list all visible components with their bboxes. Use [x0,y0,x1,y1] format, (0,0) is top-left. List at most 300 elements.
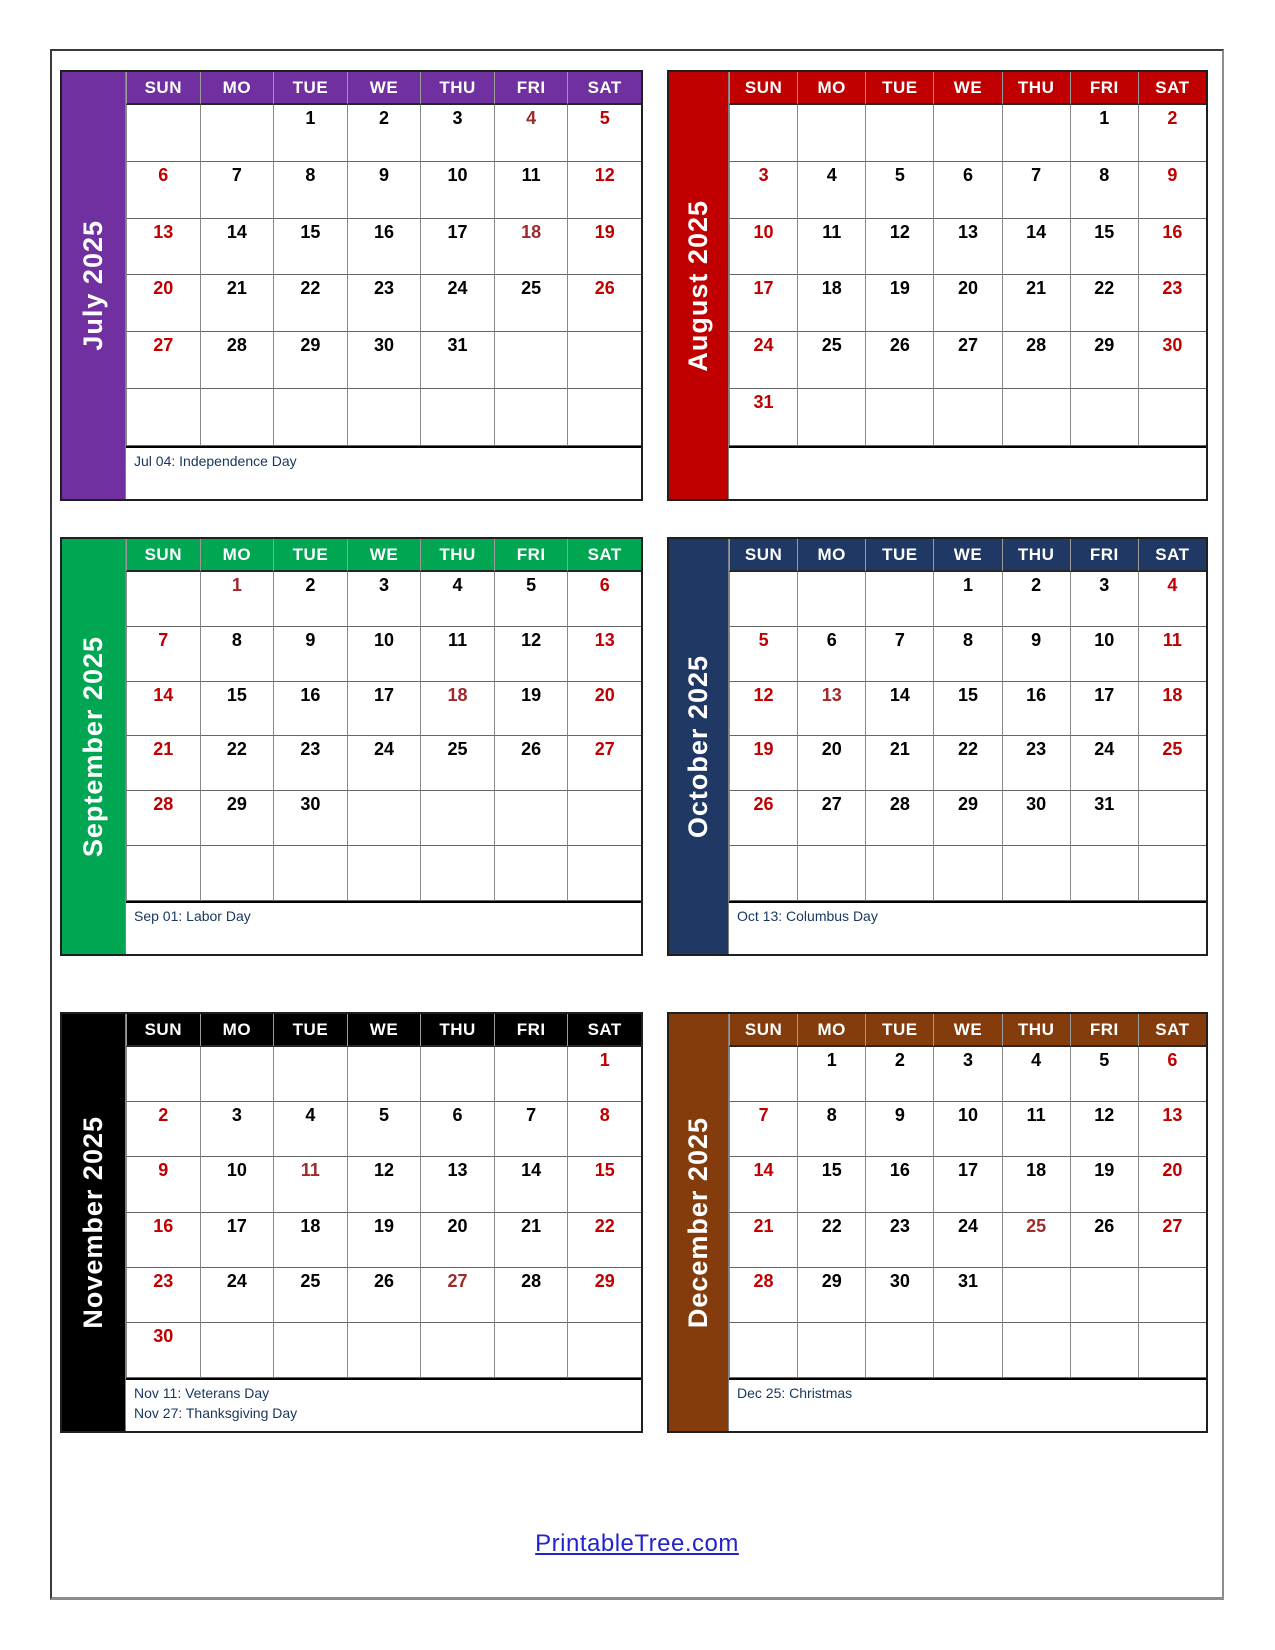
day-cell-november-2025-14 [494,1157,568,1212]
day-number: 11 [822,221,842,242]
day-number: 11 [1026,1105,1046,1126]
holiday-note: Oct 13: Columbus Day [737,907,878,924]
day-cell-empty [273,1323,347,1378]
day-number: 20 [957,278,978,299]
day-cell-december-2025-16 [865,1157,933,1212]
day-number: 18 [300,1215,321,1236]
day-cell-december-2025-13 [1138,1102,1206,1157]
day-number: 14 [753,1160,774,1181]
day-number: 2 [1031,575,1042,595]
day-number: 7 [158,629,169,650]
day-cell-july-2025-22 [273,275,347,332]
day-number: 23 [889,1215,910,1236]
month-sidebar [62,1014,126,1431]
month-label: November 2025 [78,1116,108,1329]
day-number: 2 [378,108,389,128]
day-cell-empty [865,1323,933,1378]
day-cell-empty [420,791,494,846]
day-cell-empty [494,791,568,846]
day-number: 3 [231,1105,242,1126]
day-number: 25 [447,739,468,760]
day-cell-december-2025-20 [1138,1157,1206,1212]
month-sidebar [62,539,126,954]
day-cell-august-2025-9 [1138,162,1206,219]
day-cell-september-2025-9 [273,627,347,682]
day-number: 21 [1026,278,1047,299]
day-number: 10 [753,221,774,242]
day-number: 4 [305,1105,316,1126]
day-cell-november-2025-6 [420,1102,494,1157]
day-cell-july-2025-29 [273,332,347,389]
holiday-notes-october-2025 [729,901,1206,954]
day-number: 6 [962,164,973,185]
day-cell-december-2025-23 [865,1213,933,1268]
day-cell-october-2025-12 [729,682,797,737]
day-cell-october-2025-25 [1138,736,1206,791]
day-cell-august-2025-17 [729,275,797,332]
day-cell-august-2025-6 [933,162,1001,219]
day-number: 10 [373,629,394,650]
day-cell-august-2025-15 [1070,219,1138,276]
day-cell-november-2025-18 [273,1213,347,1268]
day-cell-october-2025-1 [933,572,1001,627]
day-cell-september-2025-8 [200,627,274,682]
weekday-header-we: WE [347,539,421,572]
day-number: 17 [957,1160,978,1181]
day-number: 6 [1167,1050,1178,1070]
day-number: 29 [226,794,247,815]
day-number: 18 [447,684,468,705]
day-cell-november-2025-9 [126,1157,200,1212]
month-sidebar [669,1014,729,1431]
day-cell-july-2025-19 [567,219,641,276]
day-number: 9 [894,1105,905,1126]
footer-link[interactable]: PrintableTree.com [535,1530,739,1557]
weekday-header-mo: MO [200,1014,274,1047]
day-cell-october-2025-18 [1138,682,1206,737]
day-cell-october-2025-2 [1002,572,1070,627]
day-cell-december-2025-3 [933,1047,1001,1102]
day-number: 8 [231,629,242,650]
day-cell-december-2025-15 [797,1157,865,1212]
day-cell-september-2025-6 [567,572,641,627]
weekday-header-sun: SUN [729,539,797,572]
weekday-header-we: WE [347,1014,421,1047]
weekday-header-tue: TUE [865,72,933,105]
holiday-note: Jul 04: Independence Day [134,452,297,469]
day-cell-july-2025-21 [200,275,274,332]
month-label: September 2025 [78,635,108,858]
day-cell-july-2025-4 [494,105,568,162]
day-number: 4 [526,108,537,128]
day-number: 11 [521,164,541,185]
day-cell-november-2025-27 [420,1268,494,1323]
day-cell-august-2025-25 [797,332,865,389]
day-number: 23 [1162,278,1183,299]
day-cell-empty [1138,791,1206,846]
day-cell-empty [865,572,933,627]
day-cell-september-2025-13 [567,627,641,682]
day-cell-july-2025-26 [567,275,641,332]
weekday-header-sun: SUN [126,1014,200,1047]
day-number: 31 [447,335,468,356]
day-number: 7 [894,629,905,650]
day-cell-empty [729,1047,797,1102]
day-cell-empty [933,389,1001,446]
weekday-header-sun: SUN [729,72,797,105]
month-label: August 2025 [683,199,713,372]
weekday-header-tue: TUE [273,1014,347,1047]
day-number: 16 [153,1215,174,1236]
day-number: 21 [521,1215,542,1236]
day-number: 13 [1162,1105,1183,1126]
day-cell-september-2025-27 [567,736,641,791]
day-cell-july-2025-8 [273,162,347,219]
day-number: 6 [826,629,837,650]
weekday-header-fri: FRI [494,539,568,572]
day-number: 5 [894,164,905,185]
day-cell-empty [567,389,641,446]
day-number: 13 [594,629,615,650]
day-number: 13 [447,1160,468,1181]
day-cell-empty [200,1047,274,1102]
day-cell-november-2025-5 [347,1102,421,1157]
day-number: 23 [300,739,321,760]
day-cell-november-2025-15 [567,1157,641,1212]
day-number: 19 [753,739,774,760]
day-cell-november-2025-23 [126,1268,200,1323]
weekday-header-tue: TUE [865,1014,933,1047]
day-number: 12 [373,1160,394,1181]
day-cell-august-2025-29 [1070,332,1138,389]
day-number: 15 [226,684,247,705]
day-cell-december-2025-21 [729,1213,797,1268]
weekday-header-tue: TUE [273,539,347,572]
day-number: 3 [1099,575,1110,595]
day-cell-october-2025-17 [1070,682,1138,737]
day-cell-august-2025-22 [1070,275,1138,332]
day-number: 1 [305,108,316,128]
day-cell-august-2025-18 [797,275,865,332]
month-calendar-july-2025 [60,70,643,501]
day-number: 29 [1094,335,1115,356]
day-cell-empty [797,572,865,627]
day-cell-december-2025-14 [729,1157,797,1212]
month-calendar-november-2025 [60,1012,643,1433]
day-number: 6 [158,164,169,185]
day-cell-september-2025-17 [347,682,421,737]
day-cell-empty [1138,389,1206,446]
day-cell-empty [347,791,421,846]
day-cell-empty [1002,846,1070,901]
day-number: 25 [300,1270,321,1291]
weekday-header-sat: SAT [1138,72,1206,105]
weekday-header-mo: MO [797,72,865,105]
day-cell-august-2025-24 [729,332,797,389]
weekday-header-sat: SAT [1138,539,1206,572]
day-number: 23 [153,1270,174,1291]
day-number: 17 [226,1215,247,1236]
month-label: July 2025 [78,220,108,351]
day-cell-july-2025-11 [494,162,568,219]
weekday-header-mo: MO [200,539,274,572]
day-cell-empty [1138,1323,1206,1378]
day-cell-october-2025-11 [1138,627,1206,682]
month-label: October 2025 [683,654,713,839]
day-cell-december-2025-2 [865,1047,933,1102]
day-cell-november-2025-8 [567,1102,641,1157]
day-cell-july-2025-31 [420,332,494,389]
day-number: 27 [1162,1215,1183,1236]
day-cell-empty [200,389,274,446]
day-cell-november-2025-11 [273,1157,347,1212]
day-number: 24 [447,278,468,299]
day-cell-september-2025-7 [126,627,200,682]
day-cell-august-2025-13 [933,219,1001,276]
day-number: 14 [521,1160,542,1181]
day-cell-empty [1070,846,1138,901]
weekday-header-we: WE [933,72,1001,105]
weekday-header-tue: TUE [865,539,933,572]
day-cell-december-2025-19 [1070,1157,1138,1212]
day-cell-september-2025-29 [200,791,274,846]
day-cell-september-2025-21 [126,736,200,791]
day-number: 21 [153,739,174,760]
day-cell-december-2025-5 [1070,1047,1138,1102]
day-cell-august-2025-21 [1002,275,1070,332]
day-number: 2 [894,1050,905,1070]
day-cell-november-2025-12 [347,1157,421,1212]
day-cell-september-2025-3 [347,572,421,627]
day-number: 26 [753,794,774,815]
day-number: 9 [158,1160,169,1181]
weekday-header-sat: SAT [1138,1014,1206,1047]
day-number: 29 [300,335,321,356]
day-cell-december-2025-27 [1138,1213,1206,1268]
day-cell-empty [729,1323,797,1378]
day-cell-september-2025-24 [347,736,421,791]
day-cell-july-2025-15 [273,219,347,276]
day-cell-empty [1138,846,1206,901]
day-number: 3 [378,575,389,595]
day-number: 26 [1094,1215,1115,1236]
day-number: 2 [1167,108,1178,128]
day-cell-august-2025-8 [1070,162,1138,219]
weekday-header-mo: MO [797,1014,865,1047]
day-cell-august-2025-26 [865,332,933,389]
day-number: 8 [962,629,973,650]
day-cell-july-2025-17 [420,219,494,276]
day-number: 5 [599,108,610,128]
day-cell-september-2025-2 [273,572,347,627]
day-number: 20 [1162,1160,1183,1181]
day-number: 28 [226,335,247,356]
day-cell-october-2025-27 [797,791,865,846]
weekday-header-sat: SAT [567,72,641,105]
weekday-header-tue: TUE [273,72,347,105]
day-cell-empty [200,1323,274,1378]
day-cell-october-2025-29 [933,791,1001,846]
day-number: 19 [889,278,910,299]
day-number: 15 [300,221,321,242]
day-number: 22 [594,1215,615,1236]
day-number: 28 [889,794,910,815]
day-number: 5 [1099,1050,1110,1070]
day-cell-september-2025-20 [567,682,641,737]
day-number: 9 [1031,629,1042,650]
day-number: 23 [373,278,394,299]
day-number: 7 [758,1105,769,1126]
day-cell-november-2025-2 [126,1102,200,1157]
day-cell-august-2025-12 [865,219,933,276]
day-cell-august-2025-5 [865,162,933,219]
day-number: 3 [452,108,463,128]
day-cell-july-2025-7 [200,162,274,219]
day-number: 19 [594,221,615,242]
day-number: 5 [378,1105,389,1126]
day-cell-empty [729,105,797,162]
day-cell-july-2025-30 [347,332,421,389]
day-number: 26 [373,1270,394,1291]
day-number: 16 [300,684,321,705]
day-cell-empty [126,572,200,627]
day-cell-september-2025-19 [494,682,568,737]
day-cell-september-2025-22 [200,736,274,791]
day-number: 24 [226,1270,247,1291]
day-number: 4 [1167,575,1178,595]
day-cell-november-2025-29 [567,1268,641,1323]
day-cell-empty [200,105,274,162]
day-cell-empty [797,1323,865,1378]
day-cell-september-2025-26 [494,736,568,791]
holiday-notes-august-2025 [729,446,1206,499]
day-number: 11 [448,629,468,650]
day-cell-november-2025-4 [273,1102,347,1157]
day-cell-december-2025-18 [1002,1157,1070,1212]
day-number: 6 [599,575,610,595]
weekday-header-we: WE [933,539,1001,572]
day-number: 22 [226,739,247,760]
day-cell-empty [797,846,865,901]
day-cell-november-2025-19 [347,1213,421,1268]
day-number: 23 [1026,739,1047,760]
day-number: 5 [758,629,769,650]
day-cell-august-2025-1 [1070,105,1138,162]
day-number: 22 [300,278,321,299]
day-number: 20 [153,278,174,299]
day-number: 2 [158,1105,169,1126]
day-number: 19 [1094,1160,1115,1181]
day-cell-october-2025-4 [1138,572,1206,627]
day-number: 11 [1162,629,1182,650]
day-cell-december-2025-28 [729,1268,797,1323]
day-number: 7 [1031,164,1042,185]
day-cell-empty [865,846,933,901]
day-number: 9 [1167,164,1178,185]
day-cell-october-2025-26 [729,791,797,846]
day-cell-empty [1138,1268,1206,1323]
day-cell-empty [1070,389,1138,446]
day-number: 30 [153,1325,174,1346]
day-cell-september-2025-15 [200,682,274,737]
day-cell-november-2025-28 [494,1268,568,1323]
weekday-header-sat: SAT [567,539,641,572]
day-cell-october-2025-28 [865,791,933,846]
day-cell-december-2025-4 [1002,1047,1070,1102]
day-cell-december-2025-10 [933,1102,1001,1157]
day-number: 10 [447,164,468,185]
page-footer [52,1530,1222,1558]
day-cell-october-2025-13 [797,682,865,737]
day-number: 2 [305,575,316,595]
day-cell-august-2025-14 [1002,219,1070,276]
day-cell-empty [1070,1323,1138,1378]
day-number: 14 [889,684,910,705]
day-cell-september-2025-14 [126,682,200,737]
day-cell-october-2025-23 [1002,736,1070,791]
holiday-notes-september-2025 [126,901,641,954]
day-number: 16 [889,1160,910,1181]
day-cell-september-2025-23 [273,736,347,791]
day-number: 28 [753,1270,774,1291]
day-cell-empty [865,389,933,446]
day-number: 18 [1162,684,1183,705]
day-cell-december-2025-22 [797,1213,865,1268]
day-cell-december-2025-31 [933,1268,1001,1323]
day-cell-august-2025-7 [1002,162,1070,219]
holiday-notes-november-2025 [126,1378,641,1431]
weekday-header-thu: THU [1002,72,1070,105]
day-cell-november-2025-10 [200,1157,274,1212]
day-cell-september-2025-11 [420,627,494,682]
day-cell-empty [1002,1323,1070,1378]
day-cell-september-2025-12 [494,627,568,682]
day-number: 18 [821,278,842,299]
day-cell-october-2025-7 [865,627,933,682]
day-number: 8 [599,1105,610,1126]
day-cell-empty [126,105,200,162]
day-number: 10 [1094,629,1115,650]
day-cell-july-2025-18 [494,219,568,276]
weekday-header-thu: THU [420,72,494,105]
day-cell-july-2025-20 [126,275,200,332]
day-number: 21 [226,278,247,299]
day-cell-empty [420,1323,494,1378]
day-number: 12 [1094,1105,1115,1126]
day-number: 28 [153,794,174,815]
day-number: 29 [821,1270,842,1291]
month-sidebar [62,72,126,499]
day-cell-july-2025-10 [420,162,494,219]
day-number: 26 [594,278,615,299]
day-number: 13 [957,221,978,242]
day-number: 18 [1026,1160,1047,1181]
day-cell-december-2025-7 [729,1102,797,1157]
day-number: 10 [226,1160,247,1181]
day-cell-empty [567,1323,641,1378]
day-number: 22 [957,739,978,760]
day-number: 20 [447,1215,468,1236]
day-cell-july-2025-25 [494,275,568,332]
weekday-header-mo: MO [797,539,865,572]
day-number: 13 [821,684,842,705]
day-cell-empty [126,389,200,446]
day-number: 17 [447,221,468,242]
day-cell-july-2025-23 [347,275,421,332]
month-sidebar [669,72,729,499]
day-number: 25 [521,278,542,299]
day-cell-september-2025-4 [420,572,494,627]
